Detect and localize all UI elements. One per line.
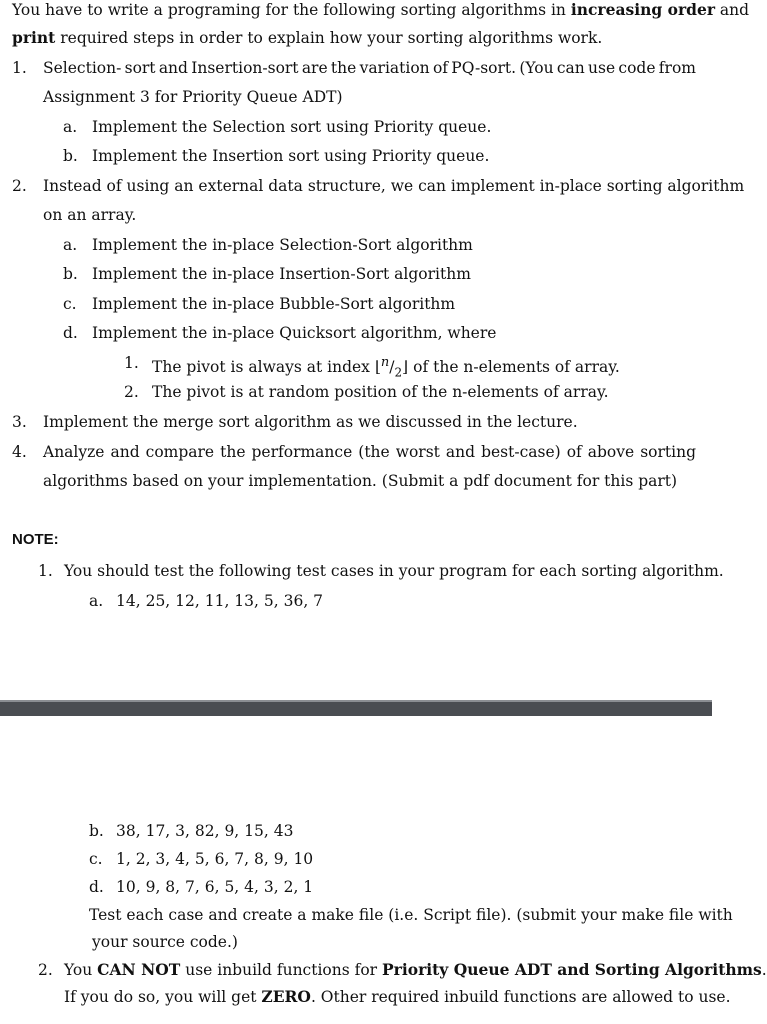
intro-emphasis: increasing order <box>570 0 715 19</box>
item-2c: Implement the in-place Bubble-Sort algorithm <box>92 295 456 313</box>
item-1-line-1 <box>43 58 696 78</box>
item-2d-2: The pivot is at random position of the n-elements of array. <box>152 383 609 401</box>
item-number: 2. <box>12 177 27 195</box>
testcase-d: 10, 9, 8, 7, 6, 5, 4, 3, 2, 1 <box>116 878 314 896</box>
testcase-letter: b. <box>89 822 104 840</box>
item-1-line-2: Assignment 3 for Priority Queue ADT) <box>43 88 343 106</box>
make-file-line-2: your source code.) <box>92 933 238 951</box>
item-letter: a. <box>63 236 78 254</box>
item-2-line-1: Instead of using an external data structure, we can implement in-place sorting algorithm <box>43 177 745 195</box>
testcase-b: 38, 17, 3, 82, 9, 15, 43 <box>116 822 294 840</box>
item-3: Implement the merge sort algorithm as we discussed in the lecture. <box>43 413 578 431</box>
fraction-denominator: 2 <box>394 365 403 380</box>
word: (You <box>519 59 554 77</box>
intro-emphasis-print: print <box>12 28 56 47</box>
page-divider <box>0 700 712 716</box>
item-2d-1: The pivot is always at index $⌊^n/_2⌋$ of the n-elements of array. <box>152 355 620 380</box>
word: PQ-sort. <box>451 59 517 77</box>
intro-text: You have to write a programing for the following sorting algorithms in increasing order and <box>12 0 750 19</box>
intro-line-2: print required steps in order to explain how your sorting algorithms work. <box>12 28 603 47</box>
testcase-letter: d. <box>89 878 104 896</box>
item-number: 3. <box>12 413 27 431</box>
word: from <box>658 59 696 77</box>
emphasis-cannot: CAN NOT <box>97 960 181 979</box>
testcase-c: 1, 2, 3, 4, 5, 6, 7, 8, 9, 10 <box>116 850 314 868</box>
item-letter: b. <box>63 147 78 165</box>
item-4-line-1 <box>43 442 696 462</box>
testcase-letter: a. <box>89 592 104 610</box>
item-number: 4. <box>12 443 27 461</box>
word: sort <box>124 59 156 77</box>
word: of <box>566 443 582 461</box>
note-heading: NOTE: <box>12 531 59 548</box>
item-2-line-2: on an array. <box>43 206 137 224</box>
testcase-a: 14, 25, 12, 11, 13, 5, 36, 7 <box>116 592 324 610</box>
word: variation <box>359 59 430 77</box>
word: Insertion-sort <box>191 59 299 77</box>
word: the <box>220 443 246 461</box>
word: Analyze <box>43 443 105 461</box>
note-number: 2. <box>38 961 53 979</box>
item-1b: Implement the Insertion sort using Priority queue. <box>92 147 490 165</box>
floor-open: ⌊ <box>374 358 381 377</box>
word: (the <box>358 443 390 461</box>
item-letter: d. <box>63 324 78 342</box>
emphasis-zero: ZERO <box>261 987 311 1006</box>
item-letter: c. <box>63 295 77 313</box>
make-file-line-1: Test each case and create a make file (i.e. Script file). (submit your make file with <box>89 906 733 924</box>
word: and <box>158 59 188 77</box>
word: above <box>587 443 635 461</box>
word: sorting <box>640 443 696 461</box>
item-4-line-2: algorithms based on your implementation. (Submit a pdf document for this part) <box>43 472 678 490</box>
item-letter: b. <box>63 265 78 283</box>
item-1a: Implement the Selection sort using Priority queue. <box>92 118 492 136</box>
word: code <box>618 59 656 77</box>
word: compare <box>145 443 215 461</box>
intro-line-1 <box>12 0 750 20</box>
item-2b: Implement the in-place Insertion-Sort algorithm <box>92 265 471 283</box>
floor-close: ⌋ <box>402 358 409 377</box>
fraction-numerator: n <box>380 355 390 370</box>
word: can <box>556 59 585 77</box>
word: and <box>110 443 140 461</box>
subitem-number: 2. <box>124 383 139 401</box>
word: Selection- <box>43 59 122 77</box>
note-2-line-2: If you do so, you will get ZERO. Other required inbuild functions are allowed to use. <box>64 987 731 1006</box>
word: of <box>432 59 449 77</box>
note-1: You should test the following test cases in your program for each sorting algorithm. <box>64 562 724 580</box>
testcase-letter: c. <box>89 850 103 868</box>
item-2d: Implement the in-place Quicksort algorithm, where <box>92 324 497 342</box>
fraction-slash: / <box>389 358 395 377</box>
word: and <box>445 443 476 461</box>
note-2-line-1: You CAN NOT use inbuild functions for Priority Queue ADT and Sorting Algorithms. <box>64 960 767 979</box>
item-2a: Implement the in-place Selection-Sort algorithm <box>92 236 473 254</box>
item-letter: a. <box>63 118 78 136</box>
item-number: 1. <box>12 59 27 77</box>
word: performance <box>251 443 353 461</box>
word: worst <box>395 443 440 461</box>
word: use <box>588 59 616 77</box>
emphasis-priority-queue: Priority Queue ADT and Sorting Algorithms <box>382 960 762 979</box>
word: are <box>301 59 328 77</box>
note-number: 1. <box>38 562 53 580</box>
subitem-number: 1. <box>124 354 139 372</box>
word: the <box>330 59 357 77</box>
word: best-case) <box>481 443 561 461</box>
